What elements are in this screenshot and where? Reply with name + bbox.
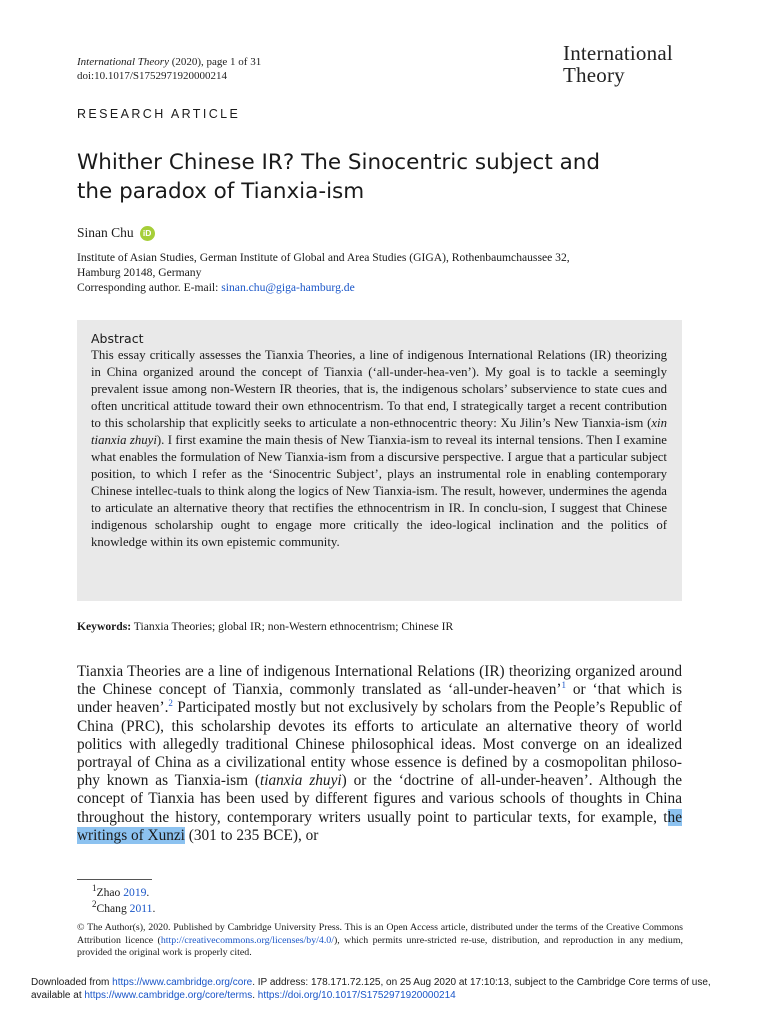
footnote-1 [92,885,155,901]
keywords-text: Tianxia Theories; global IR; non-Western ethnocentrism; Chinese IR [131,620,454,633]
body-text-segment: ) or the ‘doctrine of all-under-heaven’. Although the concept of Tianxia has been used by different figures and various schools of thoughts in China throughout the history, contemporary writers usually point to particular texts, for example, t [77,772,682,826]
affiliation-line-2: Hamburg 20148, Germany [77,266,202,279]
corresponding-label: Corresponding author. E-mail: [77,281,222,294]
cambridge-core-link[interactable]: https://www.cambridge.org/core [112,977,253,988]
title-line-1: Whither Chinese IR? The Sinocentric subject and [77,150,601,175]
footnote-number: 1 [92,883,97,894]
body-text-segment: or ‘that which is under heaven’. [77,681,682,717]
body-text-segment: Tianxia Theories are a line of indigenous International Relations (IR) theorizing organized around the Chinese concept of Tianxia, commonly translated as ‘all-under-heaven’ [77,663,682,699]
journal-citation [77,55,261,83]
orcid-icon[interactable]: iD [140,226,155,241]
doi-line: doi:10.1017/S1752971920000214 [77,70,228,82]
footnote-ref-2[interactable]: 2 [168,698,173,709]
affiliation-line-1: Institute of Asian Studies, German Institute of Global and Area Studies (GIGA), Rothenbaumchaussee 32, [77,251,570,264]
copyright-text: ), which permits unre-stricted re-use, distribution, and reproduction in any medium, provided the original work is properly cited. [77,934,683,958]
footnote-ref-1[interactable]: 1 [561,680,566,691]
corresponding-author [77,280,687,295]
abstract-content [91,331,667,551]
footnote-citation-link[interactable]: 2011 [129,902,153,915]
journal-name: International Theory [77,56,169,68]
abstract-text [91,347,667,551]
affiliation [77,250,687,295]
keywords-label: Keywords: [77,620,132,633]
body-text-italic: tianxia zhuyi [259,772,342,790]
keywords [77,620,453,633]
download-text: Downloaded from [31,977,113,988]
section-label: RESEARCH ARTICLE [77,107,241,121]
footnote-number: 2 [92,899,97,910]
footnote-2 [92,901,155,917]
terms-link[interactable]: https://www.cambridge.org/core/terms [84,989,253,1001]
title-line-2: the paradox of Tianxia-ism [77,179,365,204]
logo-line-1: International [563,41,673,65]
text-selection-highlight[interactable]: he writings of Xunzi [77,808,682,844]
footnote-end: . [146,886,150,899]
article-title [77,148,697,206]
download-notice [31,977,751,1002]
author-name: Sinan Chu [77,225,134,240]
citation-line [77,55,261,69]
download-text: . [252,989,258,1001]
email-link[interactable]: sinan.chu@giga-hamburg.de [221,281,355,294]
abstract-text-part-1: This essay critically assesses the Tianxia Theories, a line of indigenous International Relations (IR) theorizing in China organized around the concept of Tianxia (‘all-under-hea-ven’). My goal is to tackle a seemingly prevalent issue among non-Western IR theories, that is, the indigenous scholars’ subservience to state cues and often uncritical attitude toward their own ethnocentrism. To that end, I strategically target a recent contribution to this scholarship that explicitly seeks to articulate a non-ethnocentric theory: Xu Jilin’s New Tianxia-ism ( [91,348,667,430]
body-text-segment: (301 to 235 BCE), or [184,826,319,844]
footnote-text: Zhao [96,886,124,899]
logo-line-2: Theory [563,63,625,87]
footnotes [92,885,155,917]
abstract-heading: Abstract [91,331,144,346]
footnote-citation-link[interactable]: 2019 [123,886,147,899]
body-paragraph [77,663,682,845]
footnote-end: . [152,902,156,915]
body-text [77,663,682,845]
doi-link[interactable]: https://doi.org/10.1017/S1752971920000214 [257,989,456,1001]
footnote-divider [77,879,152,880]
abstract-box [77,320,682,601]
abstract-text-italic: xin tianxia zhuyi [91,416,667,447]
copyright-text: © The Author(s), 2020. Published by Cambridge University Press. This is an Open Access article, distributed under the terms of the Creative Commons Attribution licence ( [77,922,683,946]
footnote-text: Chang [96,902,130,915]
citation-rest: (2020), page 1 of 31 [168,56,262,68]
body-text-segment: Participated mostly but not exclusively by scholars from the People’s Republic of China (PRC), this scholarship devotes its efforts to articulate an alternative theory of world politics with allegedly traditional Chinese philosophical ideas. Most converge on an idealized portrayal of China as a civilizational entity whose essence is defined by a cosmopolitan philoso-phy known as Tianxia-ism ( [77,699,682,790]
download-text: . IP address: 178.171.72.125, on 25 Aug 2020 at 17:10:13, subject to the Cambridge Core terms of use, available at [31,977,711,1001]
author-line [77,225,155,241]
copyright-notice [77,922,683,960]
abstract-text-part-2: ). I first examine the main thesis of New Tianxia-ism to reveal its internal tensions. Then I examine what enables the formulation of New Tianxia-ism from a discursive perspective. I argue that a particular subject position, to which I refer as the ‘Sinocentric Subject’, plays an instrumental role in enabling contemporary Chinese intellec-tuals to think along the logics of New Tianxia-ism. The result, however, undermines the agenda to articulate an alternative theory that rectifies the ethnocentrism in IR. In conclu-sion, I suggest that Chinese indigenous scholarship ought to engage more critically the ideo-logical inclination and the politics of knowledge within its own epistemic community. [91,433,667,549]
license-link[interactable]: http://creativecommons.org/licenses/by/4.0/ [160,934,334,946]
journal-logo [563,42,673,86]
